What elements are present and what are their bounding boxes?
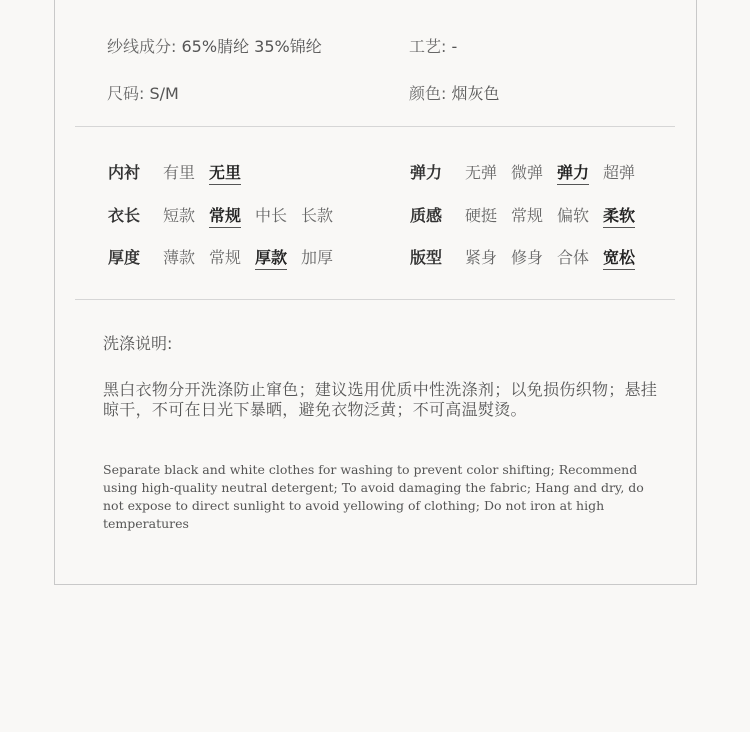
attr-length-option: 中长 [255,206,288,225]
attr-elasticity-option: 微弹 [511,163,544,182]
spec-yarn-value: 65%腈纶 35%锦纶 [181,37,322,56]
divider-bottom [75,299,675,300]
washing-instructions-cn: 黑白衣物分开洗涤防止窜色；建议选用优质中性洗涤剂；以免损伤织物；悬挂晾干，不可在日光下暴晒，避免衣物泛黄；不可高温熨烫。 [103,380,658,419]
attr-thickness-option: 常规 [209,248,242,267]
attr-thickness-label: 厚度 [108,248,141,267]
attr-thickness [108,245,388,267]
attr-thickness-option: 薄款 [163,248,196,267]
attr-elasticity-option: 超弹 [603,163,636,182]
attr-fit-option: 紧身 [465,248,498,267]
washing-instructions-en: Separate black and white clothes for washing to prevent color shifting; Recommend using high-quality neutral detergent; To avoid damaging the fabric; Hang and dry, do not expose to direct sunlight to avoid yellowing of clothing; Do not iron at high temperatures [103,462,644,531]
spec-yarn-label: 纱线成分: [107,37,177,56]
attr-lining-option: 有里 [163,163,196,182]
attr-texture-option: 常规 [511,206,544,225]
spec-color-label: 颜色: [409,84,447,103]
spec-color [409,81,500,104]
attr-texture-option: 硬挺 [465,206,498,225]
attr-length-label: 衣长 [108,206,141,225]
spec-size-label: 尺码: [107,84,145,103]
spec-size [107,81,179,104]
attr-length-option: 短款 [163,206,196,225]
spec-color-value: 烟灰色 [451,84,500,103]
attr-thickness-option-selected: 厚款 [255,245,287,270]
spec-yarn [107,34,322,57]
attr-elasticity-option-selected: 弹力 [557,160,589,185]
attr-elasticity-label: 弹力 [410,163,443,182]
attr-fit-option: 合体 [557,248,590,267]
spec-size-value: S/M [149,84,179,103]
attr-length-option: 长款 [301,206,334,225]
attr-elasticity [410,160,690,182]
divider-top [75,126,675,127]
attr-texture-option-selected: 柔软 [603,203,635,228]
attr-texture [410,203,690,225]
attr-fit-option-selected: 宽松 [603,245,635,270]
attr-fit-option: 修身 [511,248,544,267]
attr-texture-label: 质感 [410,206,443,225]
attr-fit [410,245,690,267]
attr-length [108,203,388,225]
attr-lining [108,160,388,182]
attr-thickness-option: 加厚 [301,248,334,267]
washing-title: 洗涤说明: [103,334,173,353]
attr-elasticity-option: 无弹 [465,163,498,182]
attr-lining-option-selected: 无里 [209,160,241,185]
attr-fit-label: 版型 [410,248,443,267]
attr-length-option-selected: 常规 [209,203,241,228]
attr-lining-label: 内衬 [108,163,141,182]
spec-craft-value: - [451,37,458,56]
attr-texture-option: 偏软 [557,206,590,225]
spec-craft [409,34,457,57]
spec-craft-label: 工艺: [409,37,447,56]
